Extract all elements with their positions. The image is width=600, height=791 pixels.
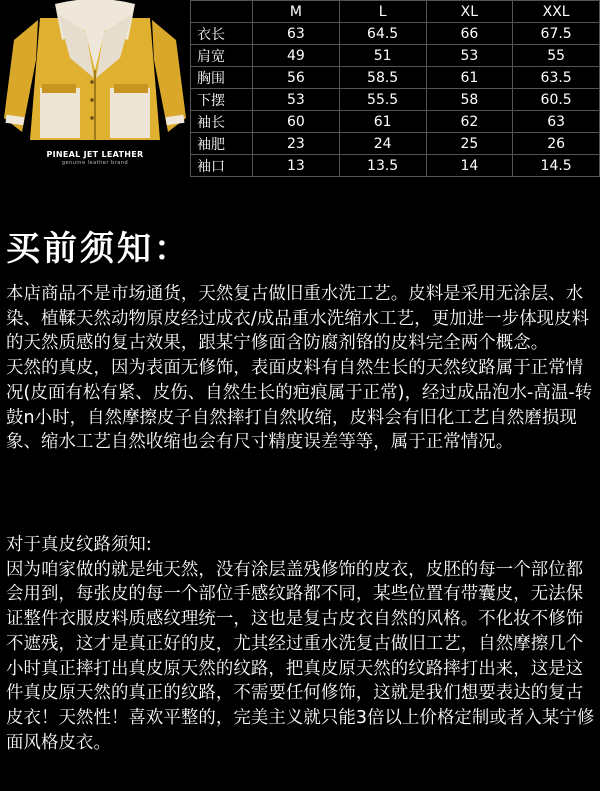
table-cell: 61 xyxy=(426,67,513,89)
header-size-xxl: XXL xyxy=(513,1,600,23)
row-label: 胸围 xyxy=(191,67,253,89)
table-row xyxy=(191,155,600,177)
table-row xyxy=(191,67,600,89)
size-table-header xyxy=(191,1,600,23)
size-table xyxy=(190,0,600,177)
table-cell: 64.5 xyxy=(339,23,426,45)
table-cell: 53 xyxy=(253,89,340,111)
table-cell: 26 xyxy=(513,133,600,155)
notice-heading: 买前须知： xyxy=(6,229,191,269)
brand-name: PINEAL JET LEATHER xyxy=(46,150,144,159)
notice-paragraph-leather: 本店商品不是市场通货，天然复古做旧重水洗工艺。皮料是采用无涂层、水染、植鞣天然动物原皮经过成衣/成品重水洗缩水工艺，更加进一步体现皮料的天然质感的复古效果，跟某宁修面含防腐剂铬的皮料完全两个概念。 天然的真皮，因为表面无修饰，表面皮料有自然生长的天然纹路属于正常情况(皮面有松有紧、皮伤、自然生长的疤痕属于正常)，经过成品泡水-高温-转鼓n小时，自然摩擦皮子自然摔打自然收缩，皮料会有旧化工艺自然磨损现象、缩水工艺自然收缩也会有尺寸精度误差等等，属于正常情况。 xyxy=(6,284,593,453)
table-cell: 63 xyxy=(513,111,600,133)
table-cell: 63.5 xyxy=(513,67,600,89)
header-size-l: L xyxy=(339,1,426,23)
table-cell: 49 xyxy=(253,45,340,67)
table-cell: 60.5 xyxy=(513,89,600,111)
table-row xyxy=(191,111,600,133)
table-cell: 66 xyxy=(426,23,513,45)
table-cell: 14.5 xyxy=(513,155,600,177)
row-label: 袖长 xyxy=(191,111,253,133)
row-label: 衣长 xyxy=(191,23,253,45)
table-row xyxy=(191,89,600,111)
table-row xyxy=(191,133,600,155)
notice-paragraph-grain: 对于真皮纹路须知: 因为咱家做的就是纯天然，没有涂层盖残修饰的皮衣，皮胚的每一个部位都会用到，每张皮的每一个部位手感纹路都不同，某些位置有带囊皮，无法保证整件衣服皮料质感纹理统一，这也是复古皮衣自然的风格。不化妆不修饰不遮残，这才是真正好的皮，尤其经过重水洗复古做旧工艺，自然摩擦几个小时真正摔打出真皮原天然的纹路，把真皮原天然的纹路摔打出来，这是这件真皮原天然的真正的纹路，不需要任何修饰，这就是我们想要表达的复古皮衣！天然性！喜欢平整的，完美主义就只能3倍以上价格定制或者入某宁修面风格皮衣。 xyxy=(6,535,595,753)
row-label: 肩宽 xyxy=(191,45,253,67)
jacket-illustration xyxy=(0,0,190,150)
table-cell: 62 xyxy=(426,111,513,133)
table-cell: 13 xyxy=(253,155,340,177)
table-cell: 51 xyxy=(339,45,426,67)
table-row xyxy=(191,45,600,67)
row-label: 袖口 xyxy=(191,155,253,177)
table-cell: 55.5 xyxy=(339,89,426,111)
table-cell: 61 xyxy=(339,111,426,133)
table-cell: 63 xyxy=(253,23,340,45)
table-row xyxy=(191,23,600,45)
table-cell: 25 xyxy=(426,133,513,155)
table-cell: 23 xyxy=(253,133,340,155)
table-cell: 53 xyxy=(426,45,513,67)
header-size-xl: XL xyxy=(426,1,513,23)
table-cell: 13.5 xyxy=(339,155,426,177)
brand-subtitle: genuine leather brand xyxy=(61,160,129,166)
table-cell: 24 xyxy=(339,133,426,155)
product-image xyxy=(0,0,190,175)
row-label: 袖肥 xyxy=(191,133,253,155)
table-cell: 58.5 xyxy=(339,67,426,89)
table-cell: 14 xyxy=(426,155,513,177)
row-label: 下摆 xyxy=(191,89,253,111)
table-cell: 67.5 xyxy=(513,23,600,45)
table-cell: 58 xyxy=(426,89,513,111)
header-size-m: M xyxy=(253,1,340,23)
header-corner xyxy=(191,1,253,23)
table-cell: 55 xyxy=(513,45,600,67)
table-cell: 56 xyxy=(253,67,340,89)
table-cell: 60 xyxy=(253,111,340,133)
